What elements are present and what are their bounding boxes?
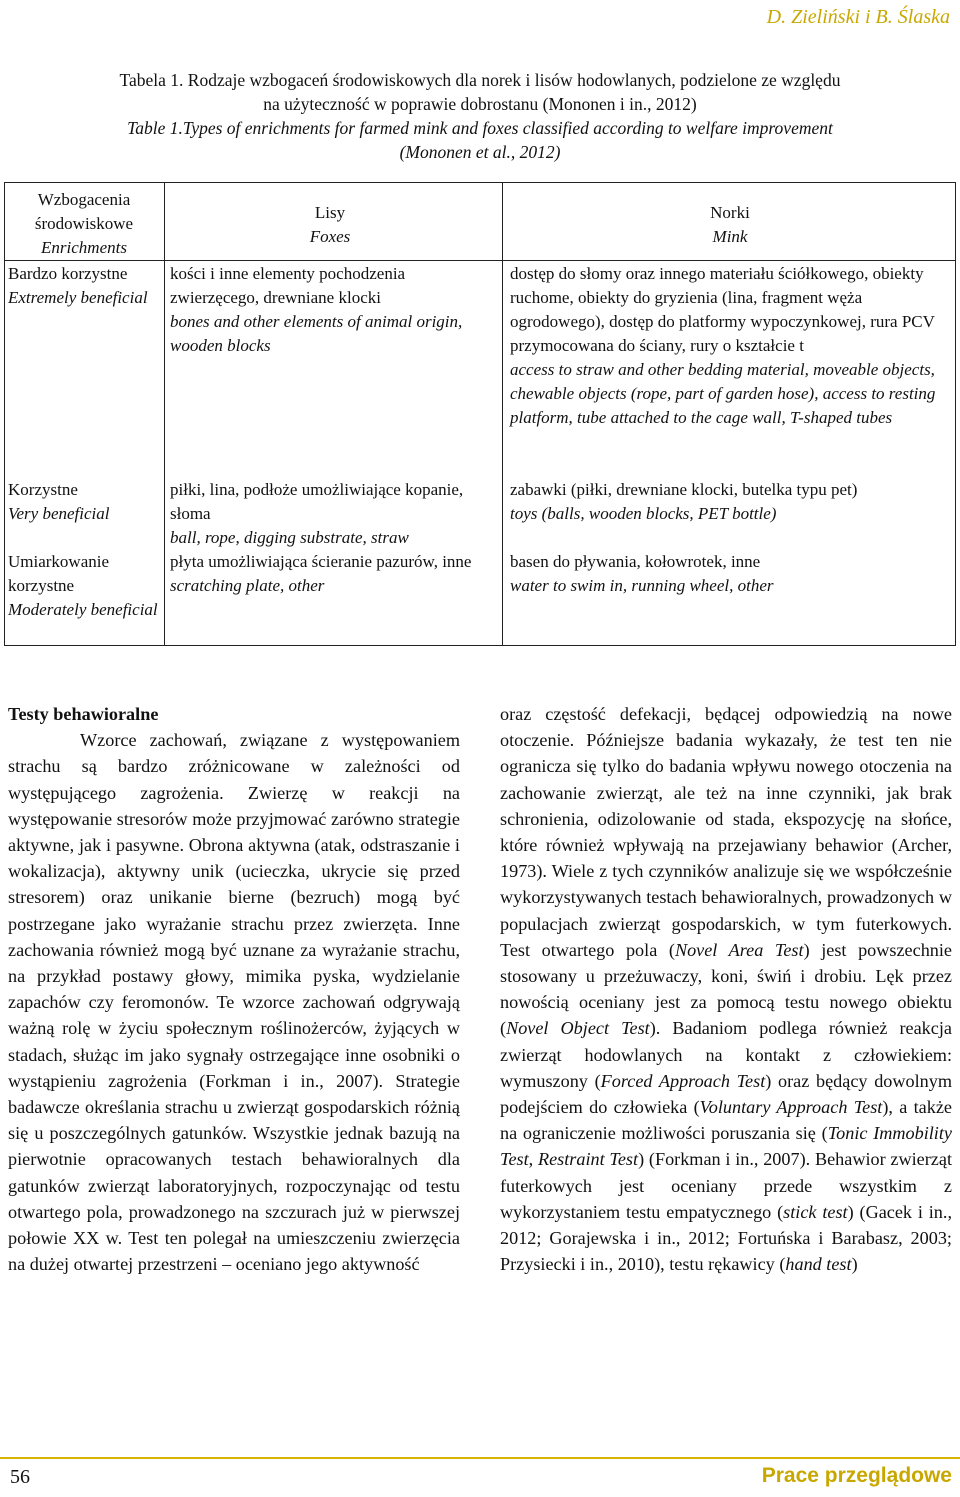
- header-foxes-pl: Lisy: [314, 203, 346, 222]
- mink-en: water to swim in, running wheel, other: [510, 576, 774, 595]
- header-mink-pl: Norki: [710, 203, 750, 222]
- page-number: 56: [10, 1466, 30, 1488]
- table-row-1-mink: [510, 262, 950, 430]
- italic-term: Restraint Test: [537, 1149, 639, 1170]
- table-left-border: [4, 182, 5, 645]
- footer-section-name: Prace przeglądowe: [761, 1464, 952, 1487]
- text-run: oraz częstość defekacji, będącej odpowiedzią na nowe otoczenie. Późniejsze badania wykazały, że test ten nie ogranicza się tylko do badania wpływu nowego otoczenia na zachowanie zwierząt, ale też na inne czynniki, jak brak schronienia, odizolowanie od stada, ekspozycję na słońce, które również wpływają na przejawiany behawior (Archer, 1973). Wiele z tych czynników analizuje się we współcześnie wykorzystywanych testach behawioralnych, prowadzonych w populacjach zwierząt gospodarskich, w tym futerkowych. Test otwartego pola (: [500, 704, 952, 960]
- caption-pl-line2: na użyteczność w poprawie dobrostanu (Mononen i in., 2012): [263, 94, 697, 114]
- table-header-foxes: [170, 201, 490, 249]
- table-row-3-mink: [510, 550, 950, 598]
- italic-term: Novel Area Test: [674, 939, 804, 960]
- body-paragraph-left: Wzorce zachowań, związane z występowaniem strachu są bardzo zróżnicowane w zależności od występującego zagrożenia. Zwierzę w reakcji na występowanie stresorów może przyjmować zarówno strategie aktywne, jak i pasywne. Obrona aktywna (atak, odstraszanie i wokalizacja), aktywny unik (ucieczka, ukrycie się przed stresorem) oraz unikanie bierne (bezruch) mogą być postrzegane jako wyrażanie strachu przez zwierzęta. Inne zachowania również mogą być uznane za wyrażanie strachu, na przykład postawy głowy, mimika pyska, wydzielanie zapachów czy feromonów. Te wzorce zachowań odgrywają ważną rolę w życiu społecznym roślinożerców, żyjących w stadach, służąc im jako sygnały ostrzegające inne osobniki o wystąpieniu zagrożenia (Forkman i in., 2007). Strategie badawcze określania strachu u zwierząt gospodarskich różnią się u poszczególnych gatunków. Wszystkie jednak bazują na pierwotnie opracowanych testach behawioralnych dla gatunków zwierząt laboratoryjnych, rozpoczynając od testu otwartego pola, prowadzonego na szczurach już w pierwszej połowie XX w. Test ten polegał na umieszczeniu zwierzęcia na dużej otwartej przestrzeni – oceniano jego aktywność: [8, 730, 460, 1275]
- header-enrichments-en: Enrichments: [41, 238, 127, 257]
- category-en: Moderately beneficial: [8, 600, 158, 619]
- caption-en-line1: Table 1.Types of enrichments for farmed mink and foxes classified according to welfare improvement: [127, 118, 833, 138]
- table-header-enrichments: [8, 188, 160, 260]
- foxes-pl: płyta umożliwiająca ścieranie pazurów, inne: [170, 552, 472, 571]
- mink-pl: zabawki (piłki, drewniane klocki, butelka typu pet): [510, 480, 858, 499]
- table-row-3-category: [8, 550, 160, 622]
- mink-pl: dostęp do słomy oraz innego materiału ściółkowego, obiekty ruchome, obiekty do gryzienia (lina, fragment węża ogrodowego), dostęp do platformy wypoczynkowej, rura PCV przymocowana do ściany, rury o kształcie t: [510, 264, 935, 355]
- table-col-separator-1: [164, 182, 165, 645]
- header-enrichments-pl: Wzbogacenia środowiskowe: [34, 190, 134, 233]
- category-pl: Bardzo korzystne: [8, 264, 128, 283]
- caption-pl-line1: Tabela 1. Rodzaje wzbogaceń środowiskowych dla norek i lisów hodowlanych, podzielone ze względu: [119, 70, 841, 90]
- text-run: ) (Forkman i in., 2007). Behawior zwierząt futerkowych jest oceniany przede wszystkim z wykorzystaniem testu empatycznego (: [500, 1149, 953, 1222]
- body-left-column: [8, 701, 460, 1277]
- table-row-2-category: [8, 478, 160, 526]
- table-top-rule: [4, 182, 956, 183]
- foxes-en: ball, rope, digging substrate, straw: [170, 528, 409, 547]
- table-row-1-foxes: [170, 262, 490, 358]
- italic-term: hand test: [785, 1254, 852, 1275]
- text-run: ): [851, 1254, 858, 1275]
- italic-term: Tonic Immobility Test: [500, 1123, 952, 1170]
- section-title: Testy behawioralne: [8, 704, 159, 724]
- text-run: ), a także na ograniczenie możliwości poruszania się (: [500, 1097, 952, 1144]
- foxes-pl: kości i inne elementy pochodzenia zwierzęcego, drewniane klocki: [170, 264, 406, 307]
- table-row-2-foxes: [170, 478, 490, 550]
- mink-en: access to straw and other bedding material, moveable objects, chewable objects (rope, part of garden hose), access to resting platform, tube attached to the cage wall, T-shaped tubes: [510, 360, 936, 427]
- category-pl: Korzystne: [8, 480, 78, 499]
- text-run: ) jest powszechnie stosowany u przeżuwaczy, koni, świń i drobiu. Lęk przez nowością oceniany jest za pomocą testu nowego obiektu (: [500, 939, 953, 1039]
- table-row-3-foxes: [170, 550, 490, 598]
- italic-term: Forced Approach Test: [600, 1070, 766, 1091]
- running-header-authors: D. Zieliński i B. Ślaska: [766, 6, 950, 28]
- table-right-border: [955, 182, 956, 645]
- category-pl: Umiarkowanie korzystne: [8, 552, 110, 595]
- category-en: Very beneficial: [8, 504, 110, 523]
- text-run: ) (Gacek i in., 2012; Gorajewska i in., 2012; Fortuńska i Barabasz, 2003; Przysiecki i in., 2010), testu rękawicy (: [500, 1201, 952, 1275]
- category-en: Extremely beneficial: [8, 288, 148, 307]
- table-col-separator-2: [502, 182, 503, 645]
- table-header-mink: [510, 201, 950, 249]
- table-header-rule: [4, 260, 956, 261]
- body-paragraph-right: [500, 701, 952, 1277]
- italic-term: Voluntary Approach Test: [699, 1097, 883, 1118]
- table-row-1-category: [8, 262, 160, 310]
- table-bottom-rule: [4, 645, 956, 646]
- foxes-pl: piłki, lina, podłoże umożliwiające kopanie, słoma: [170, 480, 464, 523]
- footer-rule: [0, 1457, 960, 1459]
- foxes-en: bones and other elements of animal origin, wooden blocks: [170, 312, 463, 355]
- table-caption-en: [0, 116, 960, 164]
- italic-term: stick test: [783, 1201, 848, 1222]
- mink-pl: basen do pływania, kołowrotek, inne: [510, 552, 761, 571]
- table-caption-pl: [0, 68, 960, 116]
- italic-term: Novel Object Test: [506, 1018, 650, 1039]
- header-foxes-en: Foxes: [309, 227, 351, 246]
- text-run: ) oraz będący dowolnym podejściem do człowieka (: [500, 1070, 952, 1118]
- table-row-2-mink: [510, 478, 950, 526]
- mink-en: toys (balls, wooden blocks, PET bottle): [510, 504, 777, 523]
- body-right-column: [500, 701, 952, 1277]
- header-mink-en: Mink: [712, 227, 748, 246]
- text-run: ). Badaniom podlega również reakcja zwierząt hodowlanych na kontakt z człowiekiem: wymuszony (: [500, 1018, 952, 1091]
- text-run: ,: [528, 1149, 538, 1170]
- foxes-en: scratching plate, other: [170, 576, 325, 595]
- caption-en-line2: (Mononen et al., 2012): [399, 142, 561, 162]
